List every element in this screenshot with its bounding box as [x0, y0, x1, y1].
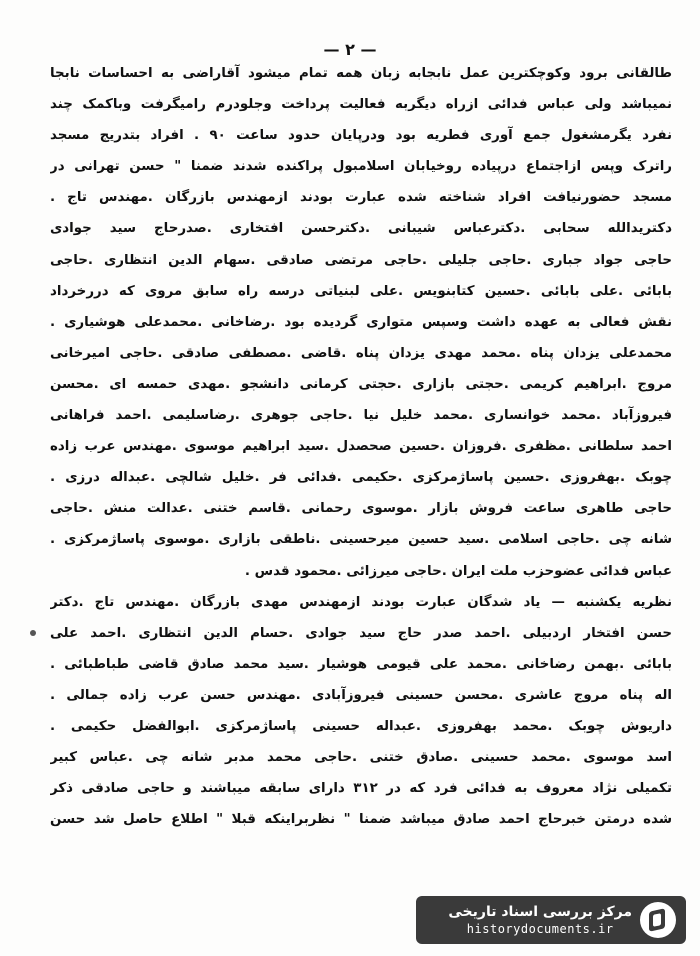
text-line: راترک وپس ازاجتماع درپیاده روخیابان اسلامبول پراکنده شدند ضمنا " حسن تهرانی در: [50, 159, 672, 175]
text-line: نظریه یکشنبه — یاد شدگان عبارت بودند ازمهندس مهدی بازرگان .مهندس تاج .دکتر: [50, 594, 672, 610]
text-line: داریوش چوبک .محمد بهفروزی .عبداله حسینی پاساژمرکزی .ابوالفضل حکیمی .: [50, 718, 672, 734]
text-line: بابائی .بهمن رضاخانی .محمد علی قیومی هوشیار .سید محمد صادق قاضی طباطبائی .: [50, 656, 672, 672]
text-line: حاجی طاهری ساعت فروش بازار .موسوی رحمانی .قاسم ختنی .عدالت منش .حاجی: [50, 501, 672, 517]
watermark: [416, 896, 686, 944]
text-line: طالقانی برود وکوچکترین عمل نابجابه زبان همه تمام میشود آقاراضی به احساسات نابجا: [50, 66, 672, 81]
text-line: نمیباشد ولی عباس فدائی ازراه دیگربه فعالیت پرداخت وجلودرم رامیگرفت وباکمک چند: [50, 97, 672, 113]
document-archive-logo-icon: [640, 902, 676, 938]
text-line: فیروزآباد .محمد خوانساری .محمد خلیل نیا .حاجی جوهری .رضاسلیمی .احمد فراهانی: [50, 408, 672, 424]
text-line: شده درمتن خبرحاج احمد صادق میباشد ضمنا " نظربراینکه قبلا " اطلاع حاصل شد حسن: [50, 812, 672, 828]
text-line: مسجد حضورنیافت افراد شناخته شده عبارت بودند ازمهندس بازرگان .مهندس تاج .: [50, 190, 672, 206]
page-number: — ۲ —: [323, 40, 377, 59]
text-line: مروج .ابراهیم کریمی .حجتی بازاری .حجتی کرمانی دانشجو .مهدی حمسه ای .محسن: [50, 376, 672, 392]
scan-dot: [30, 630, 36, 636]
watermark-url: historydocuments.ir: [466, 922, 614, 936]
text-line: حاجی جواد جباری .حاجی جلیلی .حاجی مرتضی صادقی .سهام الدین انتظاری .حاجی: [50, 252, 672, 268]
text-line: دکتریدالله سحابی .دکترعباس شیبانی .دکترحسن افتخاری .صدرحاج سید جوادی: [50, 221, 672, 237]
document-body: [50, 58, 672, 835]
text-line: محمدعلی یزدان پناه .محمد مهدی یزدان پناه .قاضی .مصطفی صادقی .حاجی امیرخانی: [50, 345, 672, 361]
text-line: حسن افتخار اردبیلی .احمد صدر حاج سید جوادی .حسام الدین انتظاری .احمد علی: [50, 625, 672, 641]
text-line: اسد موسوی .محمد حسینی .صادق ختنی .حاجی محمد مدبر شانه چی .عباس کبیر: [50, 750, 672, 766]
text-line: احمد سلطانی .مظفری .فروزان .حسین صحصدل .سید ابراهیم موسوی .مهندس عرب زاده: [50, 439, 672, 455]
watermark-title: مرکز بررسی اسناد تاریخی: [448, 904, 632, 920]
text-line: عباس فدائی عضوحزب ملت ایران .حاجی میرزائی .محمود قدس .: [244, 563, 672, 579]
text-line: اله پناه مروج عاشری .محسن حسینی فیروزآبادی .مهندس حسن عرب زاده جمالی .: [50, 687, 672, 703]
text-line: تکمیلی نژاد معروف به فدائی فرد که در ۳۱۲ دارای سابقه میباشند و حاجی صادقی ذکر: [50, 781, 672, 797]
text-line: نفرد یگرمشغول جمع آوری فطریه بود ودرپایان حدود ساعت ۹۰ . افراد بتدریج مسجد: [50, 128, 672, 144]
text-line: نقش فعالی به عهده داشت وسپس متواری گردیده بود .رضاخانی .محمدعلی هوشیاری .: [50, 314, 672, 330]
text-line: چوبک .بهفروزی .حسین پاساژمرکزی .حکیمی .فدائی فر .خلیل شالچی .عبداله درزی .: [50, 470, 672, 486]
watermark-text: [448, 903, 632, 937]
text-line: شانه چی .حاجی اسلامی .سید حسین میرحسینی .ناطقی بازاری .موسوی پاساژمرکزی .: [50, 532, 672, 548]
text-line: بابائی .علی بابائی .حسین کتابنویس .علی لبنیاتی درسه راه سابق مروی که دررخرداد: [50, 283, 672, 299]
